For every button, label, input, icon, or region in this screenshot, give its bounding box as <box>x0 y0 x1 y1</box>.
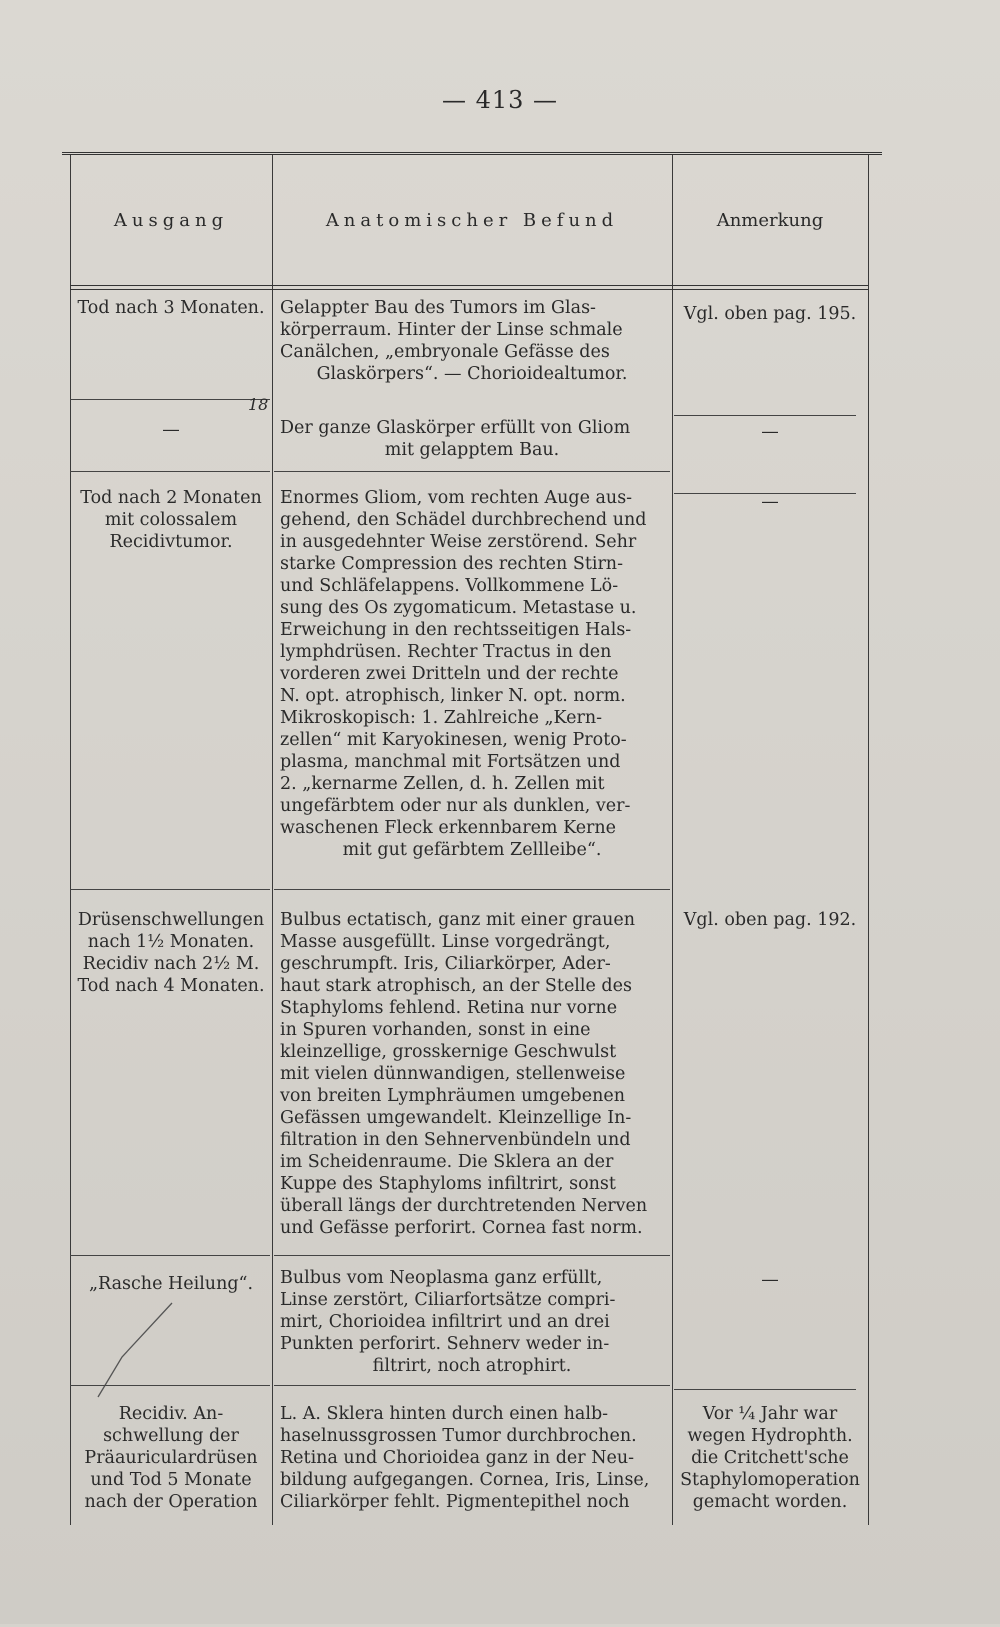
befund-line: im Scheidenraume. Die Sklera an der <box>280 1152 614 1172</box>
row-rule <box>70 1255 270 1256</box>
anmerkung-line: — <box>761 1270 779 1290</box>
befund-line: bildung aufgegangen. Cornea, Iris, Linse, <box>280 1470 650 1490</box>
row-rule <box>274 471 670 472</box>
befund-line: haselnussgrossen Tumor durchbrochen. <box>280 1426 637 1446</box>
column-divider-2 <box>672 155 673 1525</box>
table-left-border <box>70 155 71 1525</box>
anmerkung-line: gemacht worden. <box>692 1492 848 1512</box>
ausgang-line: Tod nach 2 Monaten <box>80 488 262 508</box>
row-2-anmerkung <box>672 421 868 443</box>
befund-line: in Spuren vorhanden, sonst in eine <box>280 1020 591 1040</box>
befund-line: Erweichung in den rechtsseitigen Hals- <box>280 620 632 640</box>
befund-line: ungefärbtem oder nur als dunklen, ver- <box>280 796 631 816</box>
anmerkung-line: Vgl. oben pag. 195. <box>683 304 857 324</box>
befund-line: körperraum. Hinter der Linse schmale <box>280 320 623 340</box>
befund-line: kleinzellige, grosskernige Geschwulst <box>280 1042 617 1062</box>
befund-line: geschrumpft. Iris, Ciliarkörper, Ader- <box>280 954 611 974</box>
befund-line: 2. „kernarme Zellen, d. h. Zellen mit <box>280 774 605 794</box>
befund-line: plasma, manchmal mit Fortsätzen und <box>280 752 621 772</box>
anmerkung-line: Vor ¼ Jahr war <box>702 1404 838 1424</box>
column-divider-1 <box>272 155 273 1525</box>
ausgang-line: und Tod 5 Monate <box>90 1470 252 1490</box>
ausgang-line: Drüsenschwellungen <box>77 910 265 930</box>
anmerkung-line: — <box>761 422 779 442</box>
row-1-anmerkung <box>672 303 868 325</box>
befund-line: und Schläfelappens. Vollkommene Lö- <box>280 576 619 596</box>
befund-line: mit vielen dünnwandigen, stellenweise <box>280 1064 626 1084</box>
befund-line: starke Compression des rechten Stirn- <box>280 554 623 574</box>
ausgang-line: schwellung der <box>103 1426 239 1446</box>
befund-line: Gefässen umgewandelt. Kleinzellige In- <box>280 1108 632 1128</box>
ausgang-line: — <box>162 420 180 440</box>
row-6-befund <box>280 1403 664 1513</box>
befund-line: vorderen zwei Dritteln und der rechte <box>280 664 619 684</box>
ausgang-line: mit colossalem <box>104 510 238 530</box>
befund-line: L. A. Sklera hinten durch einen halb- <box>280 1404 609 1424</box>
row-4-ausgang <box>70 909 272 997</box>
anmerkung-line: die Critchett'sche <box>691 1448 849 1468</box>
row-4-anmerkung <box>672 909 868 931</box>
header-rule-bottom <box>70 289 868 290</box>
befund-line: Der ganze Glaskörper erfüllt von Gliom <box>280 418 631 438</box>
row-rule <box>274 1385 670 1386</box>
anmerkung-line: Staphylomoperation <box>680 1470 860 1490</box>
ausgang-line: nach der Operation <box>84 1492 258 1512</box>
befund-line: Bulbus ectatisch, ganz mit einer grauen <box>280 910 636 930</box>
row-rule <box>674 415 856 416</box>
header-rule-top <box>70 285 868 286</box>
table-right-border <box>868 155 869 1525</box>
ausgang-line: „Rasche Heilung“. <box>88 1274 254 1294</box>
row-1-befund <box>280 297 664 385</box>
befund-line: N. opt. atrophisch, linker N. opt. norm. <box>280 686 626 706</box>
row-6-ausgang <box>70 1403 272 1513</box>
row-rule <box>70 471 270 472</box>
ausgang-line: Recidivtumor. <box>109 532 233 552</box>
befund-line: Glaskörpers“. — Chorioidealtumor. <box>316 364 628 384</box>
befund-line: Ciliarkörper fehlt. Pigmentepithel noch <box>280 1492 630 1512</box>
row-5-ausgang <box>70 1273 272 1295</box>
ausgang-line: Tod nach 4 Monaten. <box>77 976 265 996</box>
befund-line: Mikroskopisch: 1. Zahlreiche „Kern- <box>280 708 603 728</box>
pencil-stroke <box>82 1297 202 1407</box>
befund-line: mit gut gefärbtem Zellleibe“. <box>342 840 602 860</box>
befund-line: mirt, Chorioidea infiltrirt und an drei <box>280 1312 610 1332</box>
margin-mark: 18 <box>248 395 269 414</box>
page-number: — 413 — <box>441 86 559 114</box>
anmerkung-line: Vgl. oben pag. 192. <box>683 910 857 930</box>
ausgang-line: nach 1½ Monaten. <box>87 932 255 952</box>
row-rule <box>70 399 270 400</box>
header-anmerkung <box>672 155 868 285</box>
anmerkung-line: wegen Hydrophth. <box>687 1426 853 1446</box>
befund-line: überall längs der durchtretenden Nerven <box>280 1196 648 1216</box>
befund-line: Enormes Gliom, vom rechten Auge aus- <box>280 488 633 508</box>
row-4-befund <box>280 909 664 1239</box>
header-ausgang: Ausgang <box>113 209 229 231</box>
befund-line: lymphdrüsen. Rechter Tractus in den <box>280 642 612 662</box>
befund-line: Staphyloms fehlend. Retina nur vorne <box>280 998 618 1018</box>
befund-line: filtrirt, noch atrophirt. <box>372 1356 572 1376</box>
befund-line: haut stark atrophisch, an der Stelle des <box>280 976 632 996</box>
row-rule <box>274 889 670 890</box>
befund-line: mit gelapptem Bau. <box>384 440 560 460</box>
anmerkung-line: — <box>761 492 779 512</box>
row-2-befund <box>280 417 664 461</box>
befund-line: Canälchen, „embryonale Gefässe des <box>280 342 610 362</box>
befund-line: sung des Os zygomaticum. Metastase u. <box>280 598 637 618</box>
ausgang-line: Recidiv nach 2½ M. <box>82 954 260 974</box>
row-rule <box>274 1255 670 1256</box>
row-3-befund <box>280 487 664 861</box>
befund-line: Linse zerstört, Ciliarfortsätze compri- <box>280 1290 616 1310</box>
ausgang-line: Tod nach 3 Monaten. <box>77 298 265 318</box>
ausgang-line: Recidiv. An- <box>118 1404 224 1424</box>
befund-line: Retina und Chorioidea ganz in der Neu- <box>280 1448 635 1468</box>
befund-line: in ausgedehnter Weise zerstörend. Sehr <box>280 532 637 552</box>
befund-line: Kuppe des Staphyloms infiltrirt, sonst <box>280 1174 616 1194</box>
row-rule <box>70 1385 270 1386</box>
header-anatomischer-befund: Anatomischer Befund <box>325 209 619 231</box>
row-3-ausgang <box>70 487 272 553</box>
header-anmerkung-label: Anmerkung <box>716 209 824 231</box>
befund-line: waschenen Fleck erkennbarem Kerne <box>280 818 617 838</box>
row-6-anmerkung <box>672 1403 868 1513</box>
befund-line: Masse ausgefüllt. Linse vorgedrängt, <box>280 932 611 952</box>
row-1-ausgang <box>70 297 272 319</box>
befund-line: gehend, den Schädel durchbrechend und <box>280 510 647 530</box>
befund-line: filtration in den Sehnervenbündeln und <box>280 1130 631 1150</box>
befund-line: Bulbus vom Neoplasma ganz erfüllt, <box>280 1268 603 1288</box>
befund-line: Punkten perforirt. Sehnerv weder in- <box>280 1334 610 1354</box>
befund-line: von breiten Lymphräumen umgebenen <box>280 1086 626 1106</box>
row-5-befund <box>280 1267 664 1377</box>
findings-table <box>62 152 882 1627</box>
row-rule <box>674 1389 856 1390</box>
row-2-ausgang <box>70 419 272 441</box>
row-rule <box>70 889 270 890</box>
row-5-anmerkung <box>672 1269 868 1291</box>
ausgang-line: Präauriculardrüsen <box>84 1448 258 1468</box>
befund-line: und Gefässe perforirt. Cornea fast norm. <box>280 1218 643 1238</box>
row-3-anmerkung <box>672 491 868 513</box>
befund-line: Gelappter Bau des Tumors im Glas- <box>280 298 596 318</box>
befund-line: zellen“ mit Karyokinesen, wenig Proto- <box>280 730 627 750</box>
